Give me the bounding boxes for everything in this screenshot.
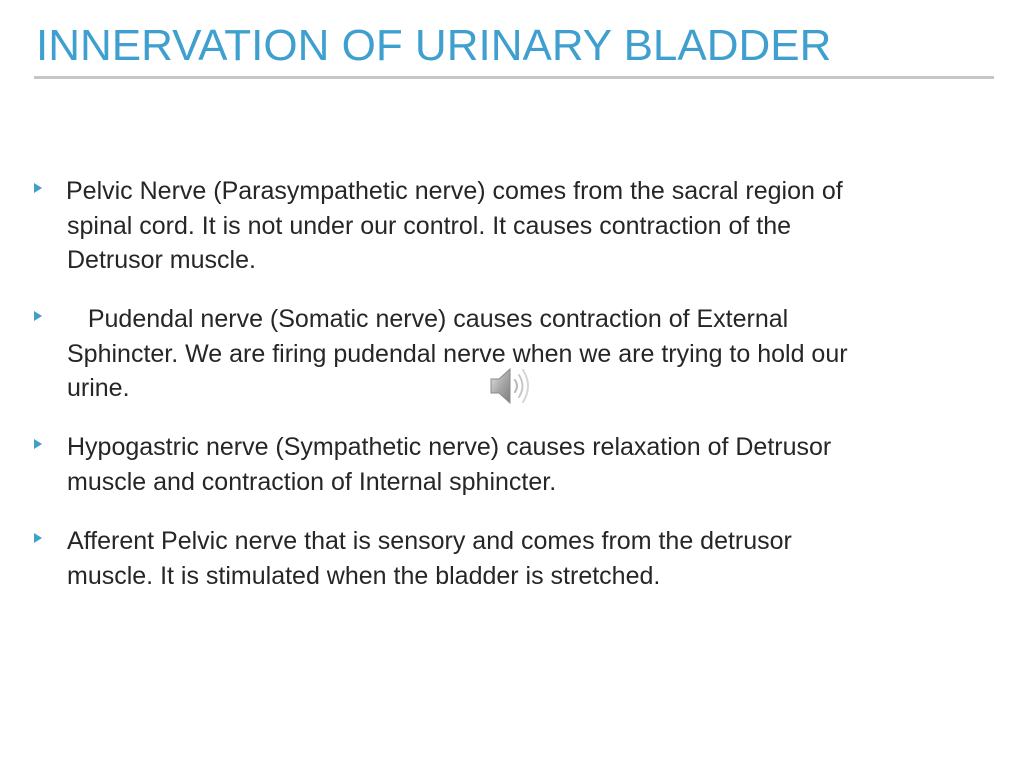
bullet-arrow-icon [34, 439, 42, 449]
bullet-line: Sphincter. We are firing pudendal nerve when we are trying to hold our [67, 339, 848, 368]
bullet-text [34, 430, 994, 499]
bullet-line: spinal cord. It is not under our control. It causes contraction of the [67, 211, 791, 240]
bullet-arrow-icon [34, 183, 42, 193]
speaker-icon[interactable] [488, 364, 538, 408]
bullet-text [34, 174, 994, 278]
title-divider [34, 76, 994, 79]
bullet-arrow-icon [34, 311, 42, 321]
bullet-line: Pudendal nerve (Somatic nerve) causes contraction of External [67, 305, 789, 333]
bullet-line: muscle and contraction of Internal sphincter. [67, 467, 557, 496]
bullet-line: Detrusor muscle. [67, 246, 256, 274]
bullet-arrow-icon [34, 533, 42, 543]
bullet-line: Hypogastric nerve (Sympathetic nerve) causes relaxation of Detrusor [67, 433, 832, 461]
bullet-line: Afferent Pelvic nerve that is sensory and comes from the detrusor [67, 527, 792, 555]
bullet-item-pelvic-nerve [34, 174, 994, 278]
bullet-line: urine. [67, 374, 130, 402]
bullet-item-hypogastric-nerve [34, 430, 994, 499]
bullet-line: Pelvic Nerve (Parasympathetic nerve) comes from the sacral region of [66, 177, 843, 205]
bullet-text [34, 524, 994, 593]
slide-title: INNERVATION OF URINARY BLADDER [36, 21, 832, 70]
bullet-line: muscle. It is stimulated when the bladder is stretched. [67, 561, 661, 590]
bullet-item-afferent-pelvic-nerve [34, 524, 994, 593]
